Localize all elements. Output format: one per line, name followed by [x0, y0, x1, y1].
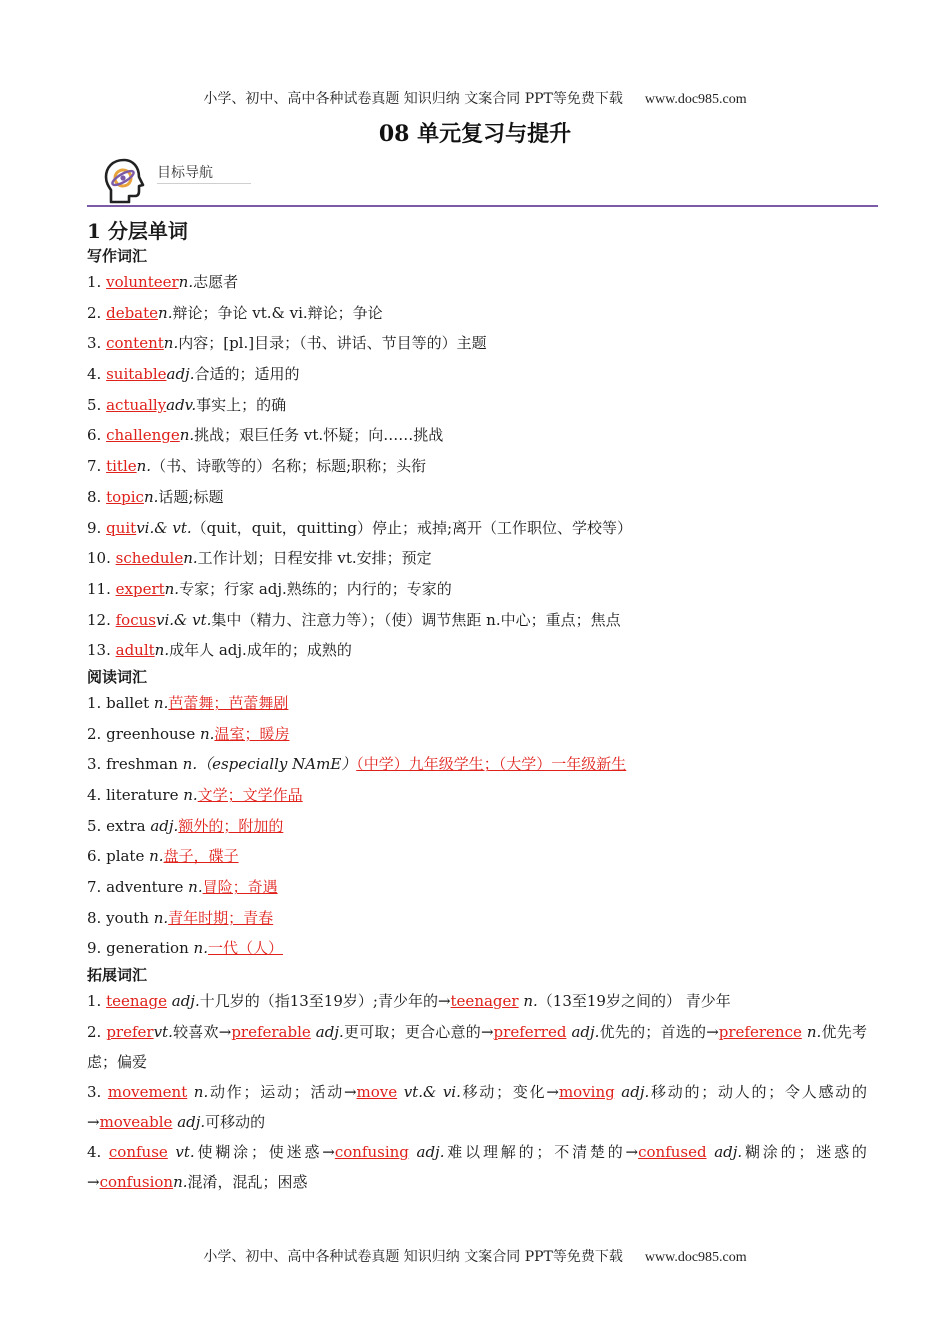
vocab-item: 1. teenage adj.十几岁的（指13至19岁）;青少年的→teenager n.（13至19岁之间的） 青少年 [87, 992, 731, 1011]
reading-heading: 阅读词汇 [87, 667, 148, 686]
content-area [87, 217, 867, 1197]
nav-label: 目标导航 [157, 162, 251, 184]
writing-list [87, 267, 867, 666]
vocab-item: 3. freshman n.（especially NAmE）（中学）九年级学生；（大学）一年级新生 [87, 755, 627, 774]
footer-site: www.doc985.com [644, 1250, 747, 1265]
vocab-item: 3. movement n.动作；运动；活动→move vt.& vi.移动；变化→moving adj.移动的；动人的；令人感动的→moveable adj.可移动的 [87, 1082, 867, 1131]
vocab-item: 4. suitableadj.合适的；适用的 [87, 365, 300, 384]
writing-heading: 写作词汇 [87, 247, 148, 265]
head-gear-icon [102, 157, 146, 205]
vocab-item: 8. youth n.青年时期；青春 [87, 908, 274, 927]
footer-text: 小学、初中、高中各种试卷真题 知识归纳 文案合同 PPT等免费下载 [203, 1249, 623, 1265]
vocab-item: 7. titlen.（书、诗歌等的）名称；标题;职称；头衔 [87, 457, 427, 476]
vocab-item: 1. ballet n.芭蕾舞；芭蕾舞剧 [87, 693, 289, 712]
vocab-item: 4. literature n.文学；文学作品 [87, 786, 303, 804]
vocab-item: 3. contentn.内容；[pl.]目录；（书、讲话、节目等的）主题 [87, 334, 487, 353]
vocab-item: 2. debaten.辩论；争论 vt.& vi.辩论；争论 [87, 303, 383, 322]
reading-list [87, 688, 867, 964]
vocab-item: 5. actuallyadv.事实上；的确 [87, 395, 287, 414]
vocab-item: 6. plate n.盘子，碟子 [87, 847, 239, 866]
page-header [0, 88, 950, 108]
section-title: 1 分层单词 [87, 219, 188, 243]
vocab-item: 10. schedulen.工作计划；日程安排 vt.安排；预定 [87, 549, 432, 568]
vocab-item: 9. generation n.一代（人） [87, 939, 283, 958]
vocab-item: 12. focusvi.& vt.集中（精力、注意力等）；（使）调节焦距 n.中心；重点；焦点 [87, 610, 621, 629]
header-text: 小学、初中、高中各种试卷真题 知识归纳 文案合同 PPT等免费下载 [203, 91, 623, 107]
section-divider [87, 205, 878, 207]
vocab-item: 9. quitvi.& vt.（quit，quit，quitting）停止；戒掉;离开（工作职位、学校等） [87, 518, 633, 537]
header-site: www.doc985.com [644, 92, 747, 107]
vocab-item: 11. expertn.专家；行家 adj.熟练的；内行的；专家的 [87, 579, 452, 598]
vocab-item: 2. prefervt.较喜欢→preferable adj.更可取；更合心意的→preferred adj.优先的；首选的→preference n.优先考虑；偏爱 [87, 1022, 867, 1071]
vocab-item: 1. volunteern.志愿者 [87, 273, 239, 291]
vocab-item: 5. extra adj.额外的；附加的 [87, 816, 284, 835]
vocab-item: 4. confuse vt.使糊涂；使迷惑→confusing adj.难以理解的；不清楚的→confused adj.糊涂的；迷惑的→confusionn.混淆，混乱；困惑 [87, 1142, 867, 1191]
extended-heading: 拓展词汇 [87, 966, 148, 985]
extended-list [87, 986, 867, 1197]
vocab-item: 6. challengen.挑战；艰巨任务 vt.怀疑；向……挑战 [87, 426, 444, 445]
vocab-item: 2. greenhouse n.温室；暖房 [87, 724, 290, 743]
vocab-item: 8. topicn.话题;标题 [87, 487, 224, 506]
page-footer [0, 1246, 950, 1266]
vocab-item: 13. adultn.成年人 adj.成年的；成熟的 [87, 641, 352, 660]
page-title: 08 单元复习与提升 [378, 121, 572, 147]
vocab-item: 7. adventure n.冒险；奇遇 [87, 878, 278, 897]
